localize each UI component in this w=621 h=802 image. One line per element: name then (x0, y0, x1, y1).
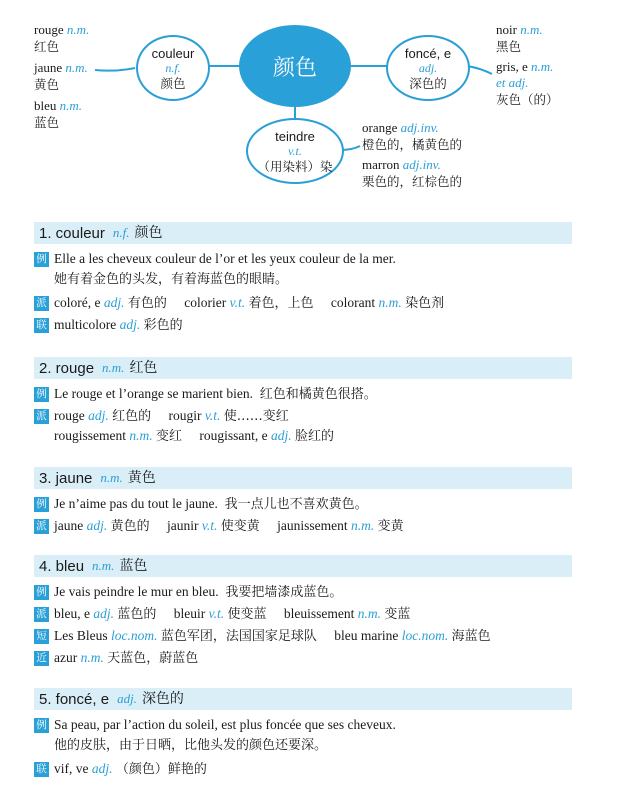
word-rouge (34, 22, 134, 55)
section-title: 4. bleu (39, 557, 85, 575)
derived-pos: adj. (93, 606, 115, 621)
derived-zh: 脸红的 (295, 429, 335, 444)
synonym-pos: n.m. (80, 650, 104, 665)
derived-zh: 变蓝 (384, 607, 411, 622)
related-pos: adj. (91, 761, 113, 776)
derived-word: colorier (184, 295, 227, 310)
example-row (34, 495, 572, 513)
example-fr: Elle a les cheveux couleur de l’or et les yeux couleur de la mer. (54, 251, 396, 266)
derived-pos: n.m. (378, 295, 402, 310)
bubble-fr: teindre (275, 128, 315, 144)
word-pos: n.m. (66, 22, 90, 37)
derived-zh: 使变蓝 (227, 607, 267, 622)
section-pos: n.m. (102, 360, 125, 375)
derived-zh: 有色的 (127, 296, 167, 311)
example-fr: Le rouge et l’orange se marient bien. (54, 386, 254, 401)
word-zh: 红色 (34, 39, 60, 54)
tag-example-icon: 例 (34, 252, 49, 267)
tag-example-icon: 例 (34, 585, 49, 600)
section-title: 3. jaune (39, 469, 93, 487)
center-node: 颜色 (239, 25, 351, 107)
phrase-word: bleu marine (334, 628, 399, 643)
bubble-pos: n.f. (165, 60, 181, 75)
synonym-zh: 天蓝色，蔚蓝色 (107, 651, 199, 666)
derived-word: bleu, e (54, 606, 90, 621)
related-row (34, 316, 572, 334)
derived-word: rougir (168, 408, 202, 423)
mindmap-bottom-words (362, 120, 502, 190)
phrase-word: Les Bleus (54, 628, 108, 643)
derived-word: bleuissement (283, 606, 355, 621)
related-word: multicolore (54, 317, 117, 332)
tag-example-icon: 例 (34, 497, 49, 512)
word-zh: 黄色 (34, 77, 60, 92)
section-pos: n.m. (100, 470, 123, 485)
word-pos: adj.inv. (400, 120, 439, 135)
phrase-row (34, 627, 572, 645)
derived-word: coloré, e (54, 295, 101, 310)
bubble-pos: adj. (418, 60, 438, 75)
synonym-word: azur (54, 650, 78, 665)
derived-pos: v.t. (201, 518, 218, 533)
derived-zh: 染色剂 (405, 296, 445, 311)
word-fr: jaune (34, 60, 63, 75)
word-fr: noir (496, 22, 517, 37)
related-word: vif, ve (54, 761, 89, 776)
word-orange (362, 120, 502, 153)
example-fr: Je n’aime pas du tout le jaune. (54, 496, 218, 511)
section-zh: 深色的 (141, 690, 184, 707)
example-zh: 我一点儿也不喜欢黄色。 (224, 497, 368, 512)
section-title: 2. rouge (39, 359, 95, 377)
bubble-zh: 深色的 (409, 75, 447, 91)
derived-pos: v.t. (208, 606, 225, 621)
derived-word: rougissant, e (199, 428, 268, 443)
section-header (34, 555, 572, 577)
tag-example-icon: 例 (34, 387, 49, 402)
derived-zh: 变红 (156, 429, 183, 444)
tag-related-icon: 联 (34, 762, 49, 777)
tag-derived-icon: 派 (34, 519, 49, 534)
derived-word: colorant (330, 295, 376, 310)
bubble-couleur (136, 35, 210, 101)
derived-row (34, 517, 572, 535)
derived-zh: 蓝色的 (117, 607, 157, 622)
word-pos2: et adj. (496, 75, 529, 90)
section-jaune (34, 467, 572, 535)
word-pos: adj.inv. (402, 157, 441, 172)
tag-example-icon: 例 (34, 718, 49, 733)
section-title: 1. couleur (39, 224, 105, 242)
tag-synonym-icon: 近 (34, 651, 49, 666)
derived-pos: adj. (103, 295, 125, 310)
bubble-fr: foncé, e (404, 45, 452, 61)
example-zh: 红色和橘黄色很搭。 (259, 387, 377, 402)
example-zh: 我要把墙漆成蓝色。 (225, 585, 343, 600)
derived-word: bleuir (173, 606, 206, 621)
section-zh: 红色 (129, 359, 158, 376)
derived-row (34, 294, 572, 312)
example-row (34, 716, 572, 734)
derived-zh: 使变黄 (220, 519, 260, 534)
section-rouge (34, 357, 572, 447)
bubble-zh: （用染料）染 (257, 158, 333, 174)
phrase-zh: 海蓝色 (451, 629, 491, 644)
derived-word: jaunissement (277, 518, 348, 533)
example-row (34, 583, 572, 601)
tag-derived-icon: 派 (34, 409, 49, 424)
derived-pos: adj. (88, 408, 109, 423)
word-zh: 栗色的，红棕色的 (362, 174, 463, 189)
word-zh: 蓝色 (34, 115, 60, 130)
example-zh: 她有着金色的头发，有着海蓝色的眼睛。 (54, 272, 289, 287)
section-bleu (34, 555, 572, 667)
example-fr: Je vais peindre le mur en bleu. (54, 584, 219, 599)
bubble-teindre (246, 118, 344, 184)
synonym-row (34, 649, 572, 667)
derived-pos: v.t. (204, 408, 221, 423)
bubble-zh: 颜色 (160, 75, 186, 91)
word-gris (496, 59, 606, 108)
word-pos: n.m. (59, 98, 83, 113)
derived-word: jaune (54, 518, 84, 533)
section-zh: 黄色 (127, 469, 156, 486)
derived-pos: n.m. (129, 428, 153, 443)
word-bleu (34, 98, 134, 131)
derived-pos: adj. (86, 518, 108, 533)
word-fr: gris, e (496, 59, 528, 74)
word-fr: marron (362, 157, 400, 172)
example-row (34, 385, 572, 403)
example-fr: Sa peau, par l’action du soleil, est plus foncée que ses cheveux. (54, 717, 396, 732)
tag-related-icon: 联 (34, 318, 49, 333)
section-pos: n.m. (92, 558, 115, 573)
word-zh: 黑色 (496, 39, 522, 54)
derived-zh: 使……变红 (223, 409, 289, 424)
derived-zh: 变黄 (377, 519, 404, 534)
derived-row (34, 407, 572, 425)
section-title: 5. foncé, e (39, 690, 110, 708)
section-header (34, 467, 572, 489)
tag-derived-icon: 派 (34, 296, 49, 311)
related-row (34, 760, 572, 778)
section-header (34, 357, 572, 379)
derived-word: rouge (54, 408, 85, 423)
derived-zh: 红色的 (112, 409, 152, 424)
derived-pos: adj. (271, 428, 292, 443)
bubble-fr: couleur (151, 45, 195, 61)
derived-word: jaunir (167, 518, 199, 533)
phrase-pos: loc.nom. (401, 628, 449, 643)
word-pos: n.m. (531, 59, 554, 74)
mindmap-left-words (34, 22, 134, 131)
example-row (34, 250, 572, 268)
section-pos: n.f. (112, 225, 130, 240)
mindmap-right-words (496, 22, 606, 108)
word-pos: n.m. (520, 22, 543, 37)
related-pos: adj. (119, 317, 141, 332)
derived-pos: n.m. (351, 518, 375, 533)
tag-derived-icon: 派 (34, 607, 49, 622)
phrase-zh: 蓝色军团，法国国家足球队 (160, 629, 317, 644)
word-fr: orange (362, 120, 398, 135)
section-couleur (34, 222, 572, 334)
section-fonce (34, 688, 572, 778)
word-jaune (34, 60, 134, 93)
section-zh: 颜色 (134, 224, 163, 241)
derived-pos: n.m. (357, 606, 382, 621)
derived-pos: v.t. (229, 295, 246, 310)
tag-phrase-icon: 短 (34, 629, 49, 644)
derived-row (34, 605, 572, 623)
derived-zh: 黄色的 (110, 519, 150, 534)
word-fr: bleu (34, 98, 57, 113)
related-zh: （颜色）鲜艳的 (115, 762, 207, 777)
bubble-pos: v.t. (288, 143, 302, 158)
word-pos: n.m. (65, 60, 88, 75)
word-noir (496, 22, 606, 55)
word-zh: 橙色的，橘黄色的 (362, 137, 463, 152)
section-header (34, 222, 572, 244)
derived-row-cont (34, 425, 572, 447)
section-pos: adj. (117, 691, 137, 706)
phrase-pos: loc.nom. (111, 628, 158, 643)
section-header (34, 688, 572, 710)
related-zh: 彩色的 (143, 318, 183, 333)
derived-zh: 着色，上色 (248, 296, 314, 311)
word-marron (362, 157, 502, 190)
section-zh: 蓝色 (119, 557, 148, 574)
word-fr: rouge (34, 22, 64, 37)
derived-word: rougissement (54, 428, 126, 443)
bubble-fonce (386, 35, 470, 101)
word-zh: 灰色（的） (496, 92, 559, 107)
example-zh: 他的皮肤，由于日晒，比他头发的颜色还要深。 (54, 738, 328, 753)
